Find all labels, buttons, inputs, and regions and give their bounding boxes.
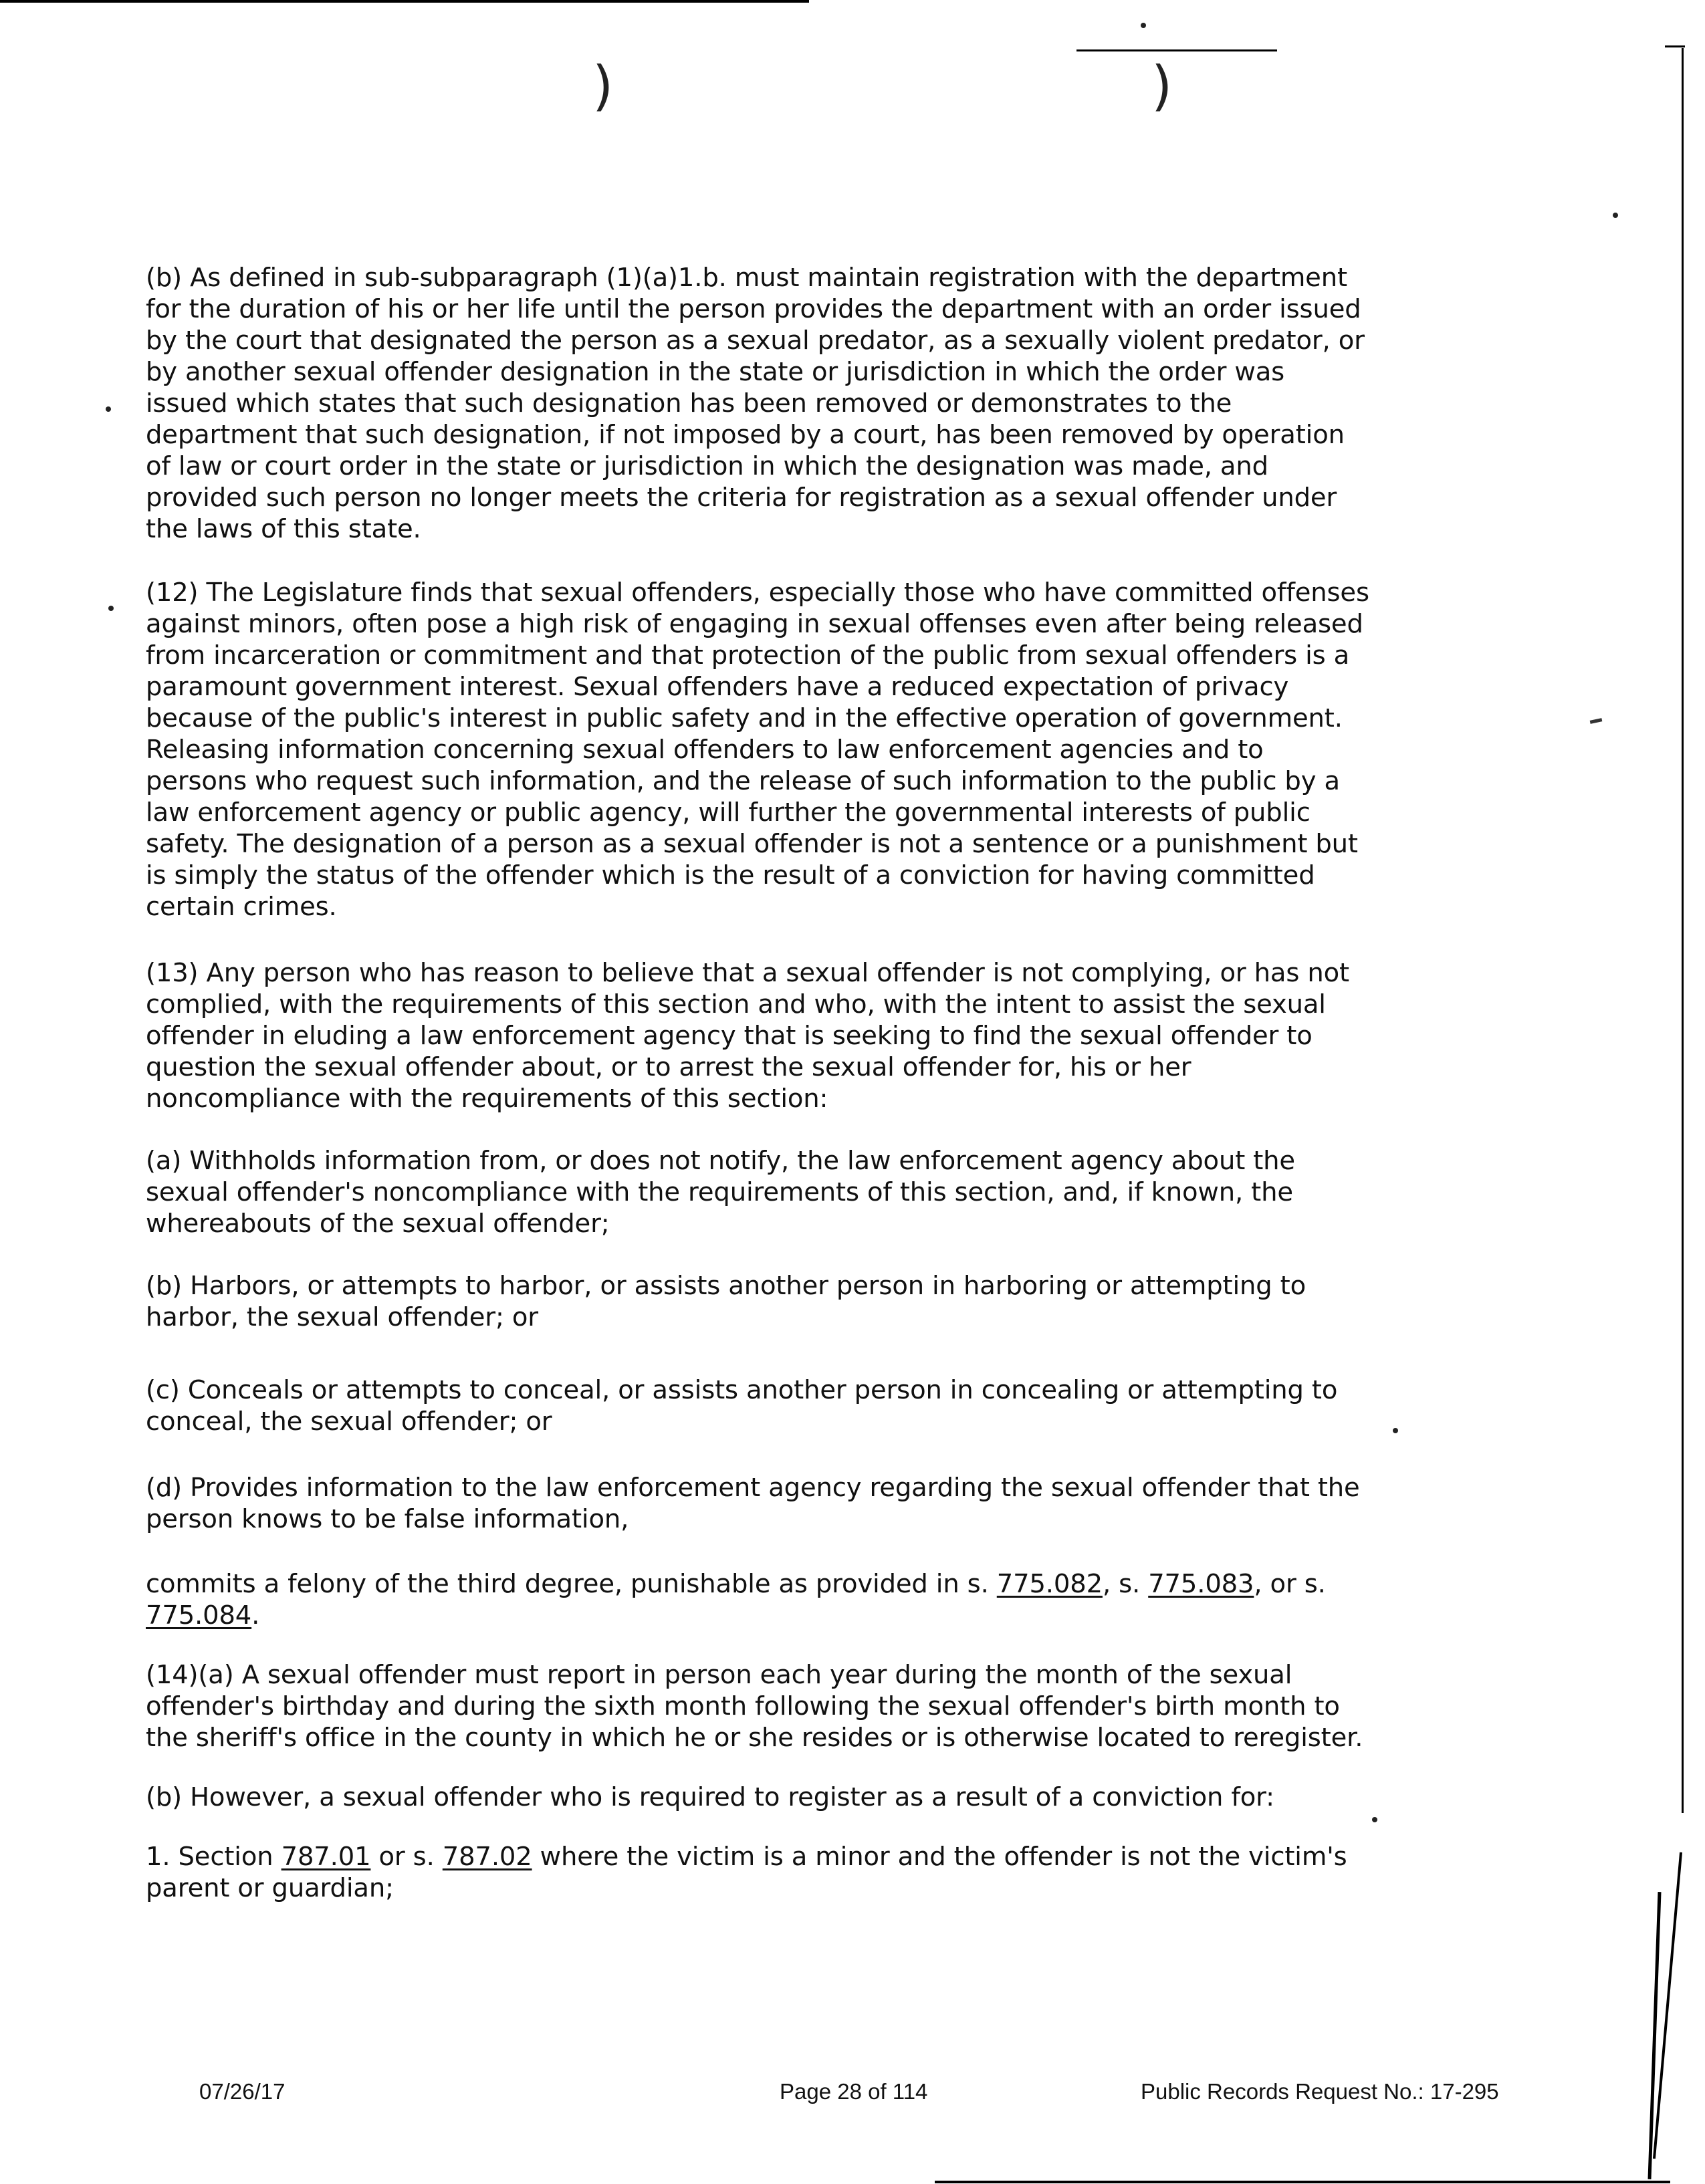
- paragraph-14-a-annual-reporting: (14)(a) A sexual offender must report in person each year during the month of the sexual offender's birthday and during the sixth month following the sexual offender's birth month to the sheriff's office in the county in which he or she resides or is otherwise located to reregister.: [146, 1660, 1363, 1753]
- penalty-text: , s.: [1102, 1569, 1149, 1599]
- section-text: or s.: [370, 1842, 443, 1872]
- speck: [1141, 23, 1146, 28]
- paragraph-14-b-1-section-787: [146, 1841, 1369, 1904]
- top-border-line: [0, 0, 809, 3]
- speck: [1613, 213, 1618, 218]
- statute-link-775-082[interactable]: 775.082: [996, 1569, 1103, 1599]
- speck: [106, 406, 111, 412]
- paragraph-13-c-conceals: (c) Conceals or attempts to conceal, or assists another person in concealing or attempting to conceal, the sexual offender; or: [146, 1375, 1338, 1437]
- speck: [108, 606, 114, 611]
- top-right-dash-line: [1076, 49, 1277, 51]
- bottom-border-line: [935, 2181, 1670, 2183]
- binder-hole-mark-left: ): [592, 55, 614, 117]
- section-text: where the victim is a minor and the offender is not the victim's parent or guardian;: [146, 1842, 1347, 1903]
- document-body: [146, 262, 1369, 1904]
- paragraph-13-assisting-offender: (13) Any person who has reason to believe that a sexual offender is not complying, or has not complied, with the requirements of this section and who, with the intent to assist the sexual offender in eluding a law enforcement agency that is seeking to find the sexual offender to question the sexual offender about, or to arrest the sexual offender for, his or her noncompliance with the requirements of this section:: [146, 958, 1349, 1114]
- paragraph-12-legislative-findings: (12) The Legislature finds that sexual offenders, especially those who have committed offenses against minors, often pose a high risk of engaging in sexual offenses even after being released from incarceration or commitment and that protection of the public from sexual offenders is a paramount government interest. Sexual offenders have a reduced expectation of privacy because of the public's interest in public safety and in the effective operation of government. Releasing information concerning sexual offenders to law enforcement agencies and to persons who request such information, and the release of such information to the public by a law enforcement agency or public agency, will further the governmental interests of public safety. The designation of a person as a sexual offender is not a sentence or a punishment but is simply the status of the offender which is the result of a conviction for having committed certain crimes.: [146, 578, 1369, 922]
- paragraph-b-lifetime-registration: (b) As defined in sub-subparagraph (1)(a)1.b. must maintain registration with the department for the duration of his or her life until the person provides the department with an order issued by the court that designated the person as a sexual predator, as a sexually violent predator, or by another sexual offender designation in the state or jurisdiction in which the order was issued which states that such designation has been removed or demonstrates to the department that such designation, if not imposed by a court, has been removed by operation of law or court order in the state or jurisdiction in which the designation was made, and provided such person no longer meets the criteria for registration as a sexual offender under the laws of this state.: [146, 263, 1365, 544]
- binder-hole-mark-right: ): [1151, 55, 1173, 117]
- penalty-text: commits a felony of the third degree, punishable as provided in s.: [146, 1569, 997, 1599]
- statute-link-787-02[interactable]: 787.02: [442, 1842, 532, 1872]
- statute-link-775-083[interactable]: 775.083: [1148, 1569, 1254, 1599]
- right-margin-bracket-top: [1682, 48, 1684, 1813]
- paragraph-felony-penalty: [146, 1568, 1369, 1631]
- paragraph-13-b-harbors: (b) Harbors, or attempts to harbor, or assists another person in harboring or attempting to harbor, the sexual offender; or: [146, 1271, 1306, 1332]
- paragraph-13-a-withholds-information: (a) Withholds information from, or does not notify, the law enforcement agency about the sexual offender's noncompliance with the requirements of this section, and, if known, the whereabouts of the sexual offender;: [146, 1146, 1295, 1239]
- penalty-text: .: [251, 1600, 260, 1630]
- footer-page-number: Page 28 of 114: [780, 2079, 928, 2104]
- footer-request-number: Public Records Request No.: 17-295: [1141, 2079, 1499, 2104]
- statute-link-787-01[interactable]: 787.01: [281, 1842, 371, 1872]
- section-text: 1. Section: [146, 1842, 281, 1872]
- speck: [1372, 1817, 1377, 1822]
- paragraph-14-b-however: (b) However, a sexual offender who is required to register as a result of a conviction for:: [146, 1782, 1274, 1812]
- speck: [1393, 1428, 1398, 1433]
- statute-link-775-084[interactable]: 775.084: [146, 1600, 252, 1630]
- footer-date: 07/26/17: [199, 2079, 286, 2104]
- penalty-text: , or s.: [1254, 1569, 1326, 1599]
- speck: [1590, 718, 1603, 724]
- right-margin-bracket-cap: [1665, 45, 1685, 47]
- paragraph-13-d-false-information: (d) Provides information to the law enforcement agency regarding the sexual offender that the person knows to be false information,: [146, 1473, 1360, 1534]
- page-footer: [0, 2079, 1705, 2106]
